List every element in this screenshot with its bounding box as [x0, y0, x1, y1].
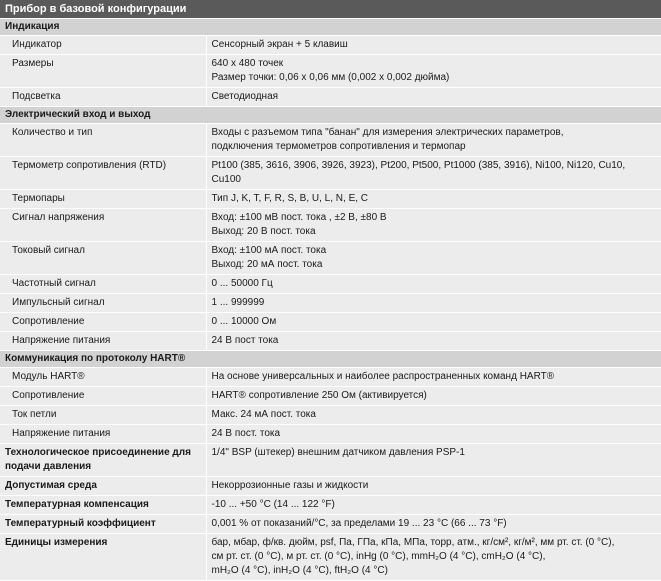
table-row [0, 124, 661, 157]
table-title-row [0, 0, 661, 19]
parameter-value [206, 332, 661, 351]
table-row [0, 242, 661, 275]
value-line: Светодиодная [211, 91, 279, 102]
value-line: 24 В пост тока [211, 335, 279, 346]
parameter-name: Напряжение питания [0, 332, 206, 351]
parameter-value [206, 515, 661, 534]
parameter-value [206, 496, 661, 515]
parameter-value [206, 209, 661, 242]
table-row [0, 515, 661, 534]
value-line: 0 ... 10000 Ом [211, 316, 277, 327]
parameter-name: Ток петли [0, 406, 206, 425]
parameter-value [206, 313, 661, 332]
parameter-name: Температурная компенсация [0, 496, 206, 515]
table-row [0, 332, 661, 351]
table-row [0, 294, 661, 313]
value-line: mH₂O (4 °C), inH₂O (4 °C), ftH₂O (4 °C) [211, 565, 388, 576]
parameter-name: Подсветка [0, 88, 206, 107]
value-line: 1 ... 999999 [211, 297, 265, 308]
parameter-value [206, 534, 661, 581]
table-row [0, 55, 661, 88]
value-line: Некоррозионные газы и жидкости [211, 480, 369, 491]
parameter-name: Термометр сопротивления (RTD) [0, 157, 206, 190]
parameter-name: Температурный коэффициент [0, 515, 206, 534]
section-header-row [0, 351, 661, 368]
parameter-name: Модуль HART® [0, 368, 206, 387]
table-row [0, 477, 661, 496]
parameter-name: Импульсный сигнал [0, 294, 206, 313]
table-row [0, 444, 661, 477]
value-line: 24 В пост. тока [211, 428, 281, 439]
value-line: Выход: 20 мА пост. тока [211, 259, 323, 270]
table-row [0, 190, 661, 209]
value-line: подключения термометров сопротивления и термопар [211, 141, 466, 152]
parameter-value [206, 368, 661, 387]
parameter-value [206, 294, 661, 313]
parameter-value [206, 242, 661, 275]
value-line: см рт. ст. (0 °C), м рт. ст. (0 °C), inHg (0 °C), mmH₂O (4 °C), cmH₂O (4 °C), [211, 551, 546, 562]
parameter-name: Частотный сигнал [0, 275, 206, 294]
parameter-value [206, 36, 661, 55]
table-row [0, 368, 661, 387]
parameter-name: Размеры [0, 55, 206, 88]
value-line: Размер точки: 0,06 x 0,06 мм (0,002 x 0,002 дюйма) [211, 72, 450, 83]
value-line: Cu100 [211, 174, 241, 185]
table-row [0, 36, 661, 55]
value-line: Сенсорный экран + 5 клавиш [211, 39, 348, 50]
parameter-name: Сопротивление [0, 313, 206, 332]
parameter-value [206, 157, 661, 190]
parameter-name: Термопары [0, 190, 206, 209]
value-line: 640 x 480 точек [211, 58, 284, 69]
value-line: Pt100 (385, 3616, 3906, 3926, 3923), Pt200, Pt500, Pt1000 (385, 3916), Ni100, Ni120, Cu10, [211, 160, 626, 171]
value-line: 0,001 % от показаний/°C, за пределами 19 ... 23 °C (66 ... 73 °F) [211, 518, 507, 529]
value-line: На основе универсальных и наиболее распространенных команд HART® [211, 371, 555, 382]
parameter-name: Количество и тип [0, 124, 206, 157]
parameter-name: Единицы измерения [0, 534, 206, 581]
parameter-name: Допустимая среда [0, 477, 206, 496]
parameter-value [206, 275, 661, 294]
table-title: Прибор в базовой конфигурации [0, 0, 661, 19]
table-row [0, 406, 661, 425]
value-line: Входы с разъемом типа "банан" для измерения электрических параметров, [211, 127, 564, 138]
section-header: Электрический вход и выход [0, 107, 661, 124]
parameter-value [206, 477, 661, 496]
parameter-value [206, 124, 661, 157]
value-line: 0 ... 50000 Гц [211, 278, 273, 289]
value-line: Выход: 20 В пост. тока [211, 226, 316, 237]
table-row [0, 157, 661, 190]
parameter-value [206, 88, 661, 107]
table-row [0, 496, 661, 515]
value-line: бар, мбар, ф/кв. дюйм, psf, Па, ГПа, кПа, МПа, торр, атм., кг/см², кг/м², мм рт. ст. (0 °C), [211, 537, 615, 548]
section-header: Коммуникация по протоколу HART® [0, 351, 661, 368]
value-line: Вход: ±100 мВ пост. тока , ±2 В, ±80 В [211, 212, 387, 223]
parameter-name: Сопротивление [0, 387, 206, 406]
section-header-row [0, 107, 661, 124]
value-line: Макс. 24 мА пост. тока [211, 409, 316, 420]
table-row [0, 313, 661, 332]
value-line: -10 ... +50 °C (14 ... 122 °F) [211, 499, 335, 510]
table-row [0, 534, 661, 581]
table-row [0, 88, 661, 107]
parameter-value [206, 190, 661, 209]
parameter-name: Напряжение питания [0, 425, 206, 444]
parameter-name: Сигнал напряжения [0, 209, 206, 242]
parameter-value [206, 387, 661, 406]
parameter-value [206, 444, 661, 477]
value-line: HART® сопротивление 250 Ом (активируется) [211, 390, 427, 401]
parameter-name: Токовый сигнал [0, 242, 206, 275]
table-row [0, 425, 661, 444]
section-header-row [0, 19, 661, 36]
value-line: 1/4" BSP (штекер) внешним датчиком давления PSP-1 [211, 447, 465, 458]
table-row [0, 275, 661, 294]
parameter-name: Технологическое присоединение для подачи давления [0, 444, 206, 477]
value-line: Вход: ±100 мА пост. тока [211, 245, 327, 256]
parameter-value [206, 406, 661, 425]
parameter-value [206, 55, 661, 88]
section-header: Индикация [0, 19, 661, 36]
parameter-name: Индикатор [0, 36, 206, 55]
table-row [0, 209, 661, 242]
table-row [0, 387, 661, 406]
value-line: Тип J, K, T, F, R, S, B, U, L, N, E, C [211, 193, 369, 204]
parameter-value [206, 425, 661, 444]
